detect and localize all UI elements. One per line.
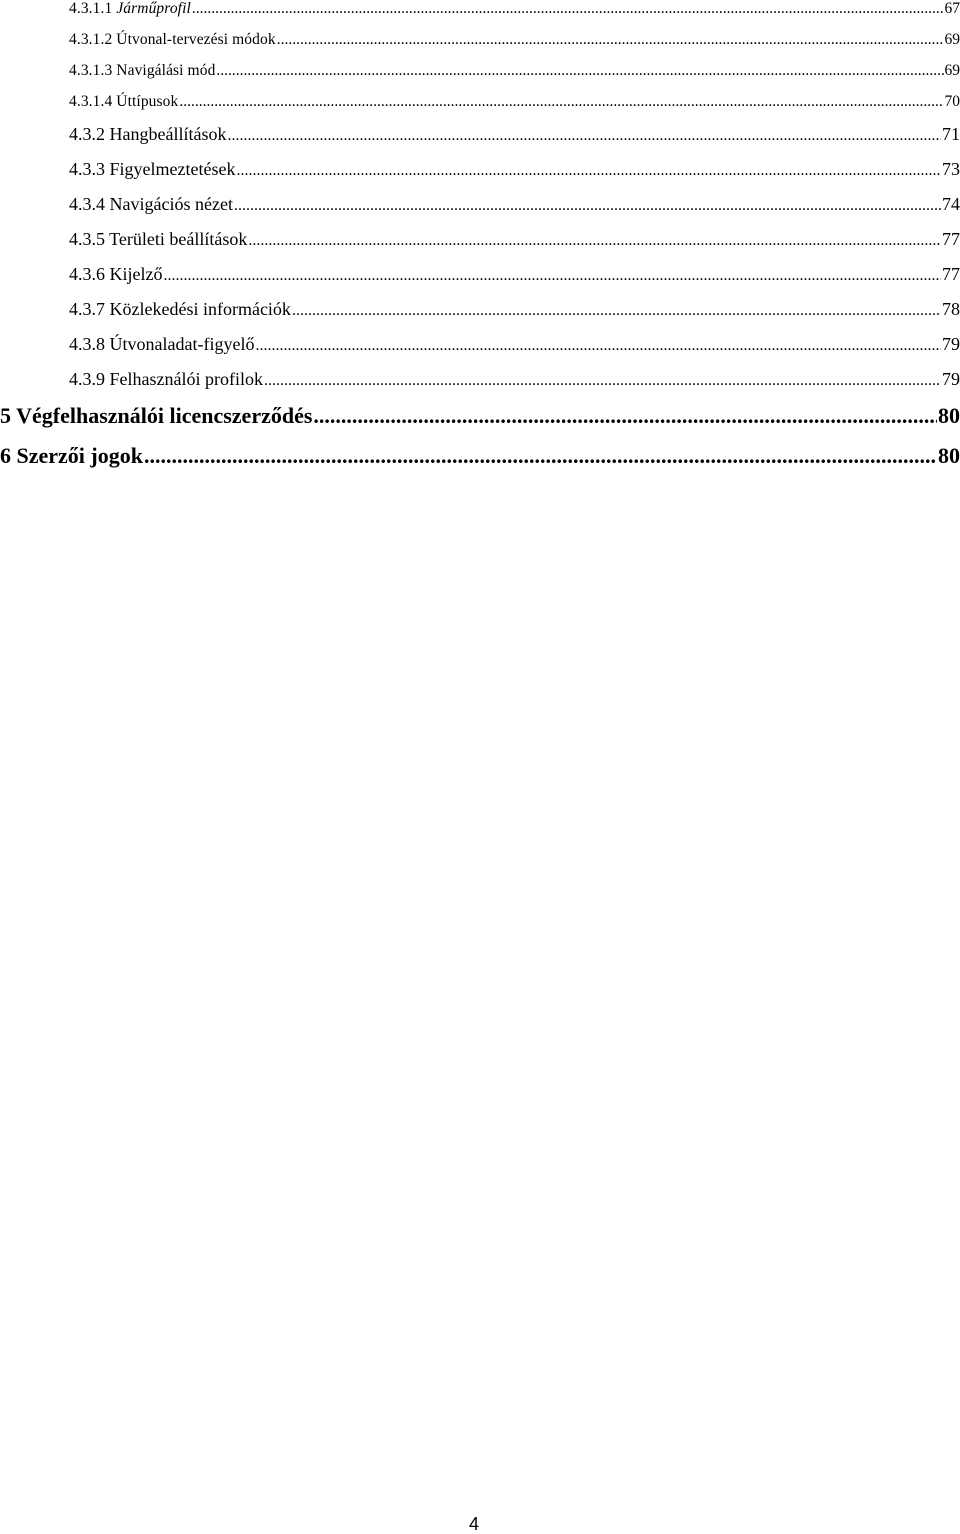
dot-leader	[313, 404, 937, 428]
toc-entry-title: 4.3.1.1 Járműprofil	[69, 0, 191, 18]
page-number: 4	[0, 1514, 948, 1534]
toc-entry-page: 80	[938, 444, 960, 468]
toc-entry-4-3-2[interactable]	[0, 124, 960, 159]
toc-entry-title: 4.3.1.3 Navigálási mód	[69, 62, 215, 80]
toc-entry-page: 77	[942, 264, 960, 284]
toc-entry-page: 67	[945, 0, 960, 18]
dot-leader	[216, 62, 943, 80]
dot-leader	[163, 266, 941, 286]
toc-entry-title: 4.3.7 Közlekedési információk	[69, 299, 291, 319]
table-of-contents	[0, 0, 960, 484]
toc-entry-page: 79	[942, 334, 960, 354]
toc-entry-4-3-1-4[interactable]	[0, 93, 960, 124]
dot-leader	[236, 161, 941, 181]
toc-entry-title: 4.3.1.2 Útvonal-tervezési módok	[69, 31, 276, 49]
toc-entry-page: 74	[942, 194, 960, 214]
dot-leader	[192, 0, 944, 18]
toc-entry-title: 4.3.8 Útvonaladat-figyelő	[69, 334, 254, 354]
dot-leader	[255, 336, 941, 356]
toc-entry-title: 4.3.9 Felhasználói profilok	[69, 369, 263, 389]
toc-entry-4-3-1-2[interactable]	[0, 31, 960, 62]
toc-entry-title: 4.3.1.4 Úttípusok	[69, 93, 178, 111]
toc-entry-page: 71	[942, 124, 960, 144]
toc-entry-page: 78	[942, 299, 960, 319]
toc-entry-4-3-9[interactable]	[0, 369, 960, 404]
toc-entry-4-3-6[interactable]	[0, 264, 960, 299]
toc-entry-title: 4.3.5 Területi beállítások	[69, 229, 247, 249]
dot-leader	[277, 31, 944, 49]
toc-entry-4-3-7[interactable]	[0, 299, 960, 334]
toc-entry-4-3-1-1[interactable]	[0, 0, 960, 31]
toc-entry-page: 69	[945, 62, 960, 80]
toc-entry-5[interactable]	[0, 404, 960, 444]
dot-leader	[264, 371, 941, 391]
dot-leader	[234, 196, 941, 216]
toc-entry-6[interactable]	[0, 444, 960, 484]
dot-leader	[248, 231, 941, 251]
dot-leader	[144, 444, 937, 468]
dot-leader	[227, 126, 941, 146]
toc-entry-title: 4.3.3 Figyelmeztetések	[69, 159, 235, 179]
toc-entry-title: 4.3.2 Hangbeállítások	[69, 124, 226, 144]
dot-leader	[179, 93, 943, 111]
toc-entry-4-3-1-3[interactable]	[0, 62, 960, 93]
dot-leader	[292, 301, 941, 321]
toc-entry-title: 5 Végfelhasználói licencszerződés	[0, 404, 312, 428]
toc-entry-title: 6 Szerzői jogok	[0, 444, 143, 468]
toc-entry-title: 4.3.6 Kijelző	[69, 264, 162, 284]
toc-entry-4-3-4[interactable]	[0, 194, 960, 229]
toc-entry-page: 80	[938, 404, 960, 428]
toc-entry-page: 69	[945, 31, 960, 49]
toc-entry-4-3-3[interactable]	[0, 159, 960, 194]
toc-entry-page: 73	[942, 159, 960, 179]
toc-entry-4-3-5[interactable]	[0, 229, 960, 264]
toc-entry-title: 4.3.4 Navigációs nézet	[69, 194, 233, 214]
toc-entry-page: 70	[945, 93, 960, 111]
toc-entry-page: 77	[942, 229, 960, 249]
toc-entry-page: 79	[942, 369, 960, 389]
toc-entry-4-3-8[interactable]	[0, 334, 960, 369]
